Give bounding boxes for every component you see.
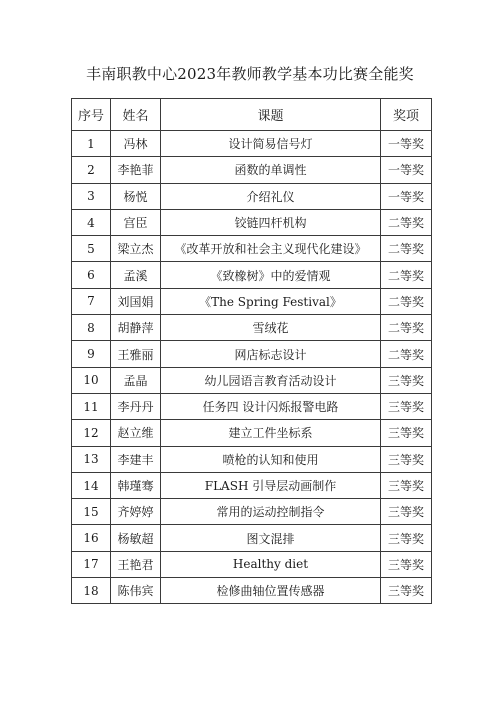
cell-award: 三等奖: [381, 393, 432, 419]
cell-no: 4: [72, 209, 111, 235]
cell-no: 10: [72, 367, 111, 393]
cell-topic: 介绍礼仪: [161, 183, 381, 209]
cell-award: 二等奖: [381, 315, 432, 341]
cell-no: 14: [72, 472, 111, 498]
cell-award: 三等奖: [381, 420, 432, 446]
cell-award: 二等奖: [381, 262, 432, 288]
table-row: [72, 131, 432, 157]
table-row: [72, 209, 432, 235]
cell-topic: 任务四 设计闪烁报警电路: [161, 393, 381, 419]
table-row: [72, 183, 432, 209]
cell-award: 三等奖: [381, 499, 432, 525]
cell-no: 2: [72, 157, 111, 183]
cell-award: 二等奖: [381, 288, 432, 314]
cell-no: 15: [72, 499, 111, 525]
cell-name: 杨敏超: [111, 525, 161, 551]
cell-name: 李艳菲: [111, 157, 161, 183]
cell-name: 赵立维: [111, 420, 161, 446]
table-row: [72, 236, 432, 262]
cell-topic: FLASH 引导层动画制作: [161, 472, 381, 498]
table-row: [72, 551, 432, 577]
cell-name: 王雅丽: [111, 341, 161, 367]
table-row: [72, 578, 432, 604]
cell-name: 李丹丹: [111, 393, 161, 419]
cell-no: 17: [72, 551, 111, 577]
cell-no: 1: [72, 131, 111, 157]
table-row: [72, 499, 432, 525]
cell-no: 7: [72, 288, 111, 314]
cell-topic: 《改革开放和社会主义现代化建设》: [161, 236, 381, 262]
cell-award: 三等奖: [381, 551, 432, 577]
table-body: [72, 131, 432, 604]
table-row: [72, 393, 432, 419]
cell-award: 一等奖: [381, 157, 432, 183]
cell-no: 13: [72, 446, 111, 472]
cell-no: 16: [72, 525, 111, 551]
cell-award: 三等奖: [381, 446, 432, 472]
cell-no: 12: [72, 420, 111, 446]
cell-no: 18: [72, 578, 111, 604]
cell-no: 6: [72, 262, 111, 288]
table-row: [72, 288, 432, 314]
header-topic: 课题: [161, 99, 381, 131]
table-row: [72, 420, 432, 446]
cell-topic: 设计简易信号灯: [161, 131, 381, 157]
cell-award: 二等奖: [381, 236, 432, 262]
cell-name: 李建丰: [111, 446, 161, 472]
cell-name: 杨悦: [111, 183, 161, 209]
cell-award: 二等奖: [381, 209, 432, 235]
cell-topic: Healthy diet: [161, 551, 381, 577]
cell-topic: 检修曲轴位置传感器: [161, 578, 381, 604]
cell-topic: 常用的运动控制指令: [161, 499, 381, 525]
cell-award: 三等奖: [381, 472, 432, 498]
cell-award: 一等奖: [381, 183, 432, 209]
table-row: [72, 446, 432, 472]
table-row: [72, 157, 432, 183]
cell-name: 宫臣: [111, 209, 161, 235]
header-name: 姓名: [111, 99, 161, 131]
table-row: [72, 472, 432, 498]
cell-name: 韩瑾骞: [111, 472, 161, 498]
cell-no: 8: [72, 315, 111, 341]
cell-topic: 铰链四杆机构: [161, 209, 381, 235]
table-header-row: [72, 99, 432, 131]
cell-no: 11: [72, 393, 111, 419]
table-row: [72, 315, 432, 341]
cell-topic: 《致橡树》中的爱情观: [161, 262, 381, 288]
cell-name: 齐婷婷: [111, 499, 161, 525]
table-row: [72, 367, 432, 393]
cell-name: 王艳君: [111, 551, 161, 577]
header-award: 奖项: [381, 99, 432, 131]
cell-topic: 雪绒花: [161, 315, 381, 341]
cell-award: 三等奖: [381, 578, 432, 604]
cell-name: 梁立杰: [111, 236, 161, 262]
cell-topic: 图文混排: [161, 525, 381, 551]
cell-name: 刘国娟: [111, 288, 161, 314]
cell-name: 陈伟宾: [111, 578, 161, 604]
cell-topic: 喷枪的认知和使用: [161, 446, 381, 472]
cell-topic: 网店标志设计: [161, 341, 381, 367]
cell-topic: 《The Spring Festival》: [161, 288, 381, 314]
cell-no: 5: [72, 236, 111, 262]
cell-topic: 建立工件坐标系: [161, 420, 381, 446]
cell-no: 3: [72, 183, 111, 209]
cell-award: 二等奖: [381, 341, 432, 367]
cell-name: 冯林: [111, 131, 161, 157]
cell-award: 三等奖: [381, 367, 432, 393]
table-row: [72, 525, 432, 551]
document-title: 丰南职教中心2023年教师教学基本功比赛全能奖: [86, 65, 414, 83]
header-no: 序号: [72, 99, 111, 131]
cell-topic: 幼儿园语言教育活动设计: [161, 367, 381, 393]
cell-name: 胡静萍: [111, 315, 161, 341]
table-row: [72, 262, 432, 288]
awards-table: [71, 98, 432, 604]
cell-no: 9: [72, 341, 111, 367]
cell-topic: 函数的单调性: [161, 157, 381, 183]
cell-award: 三等奖: [381, 525, 432, 551]
cell-name: 孟溪: [111, 262, 161, 288]
cell-name: 孟晶: [111, 367, 161, 393]
cell-award: 一等奖: [381, 131, 432, 157]
table-row: [72, 341, 432, 367]
